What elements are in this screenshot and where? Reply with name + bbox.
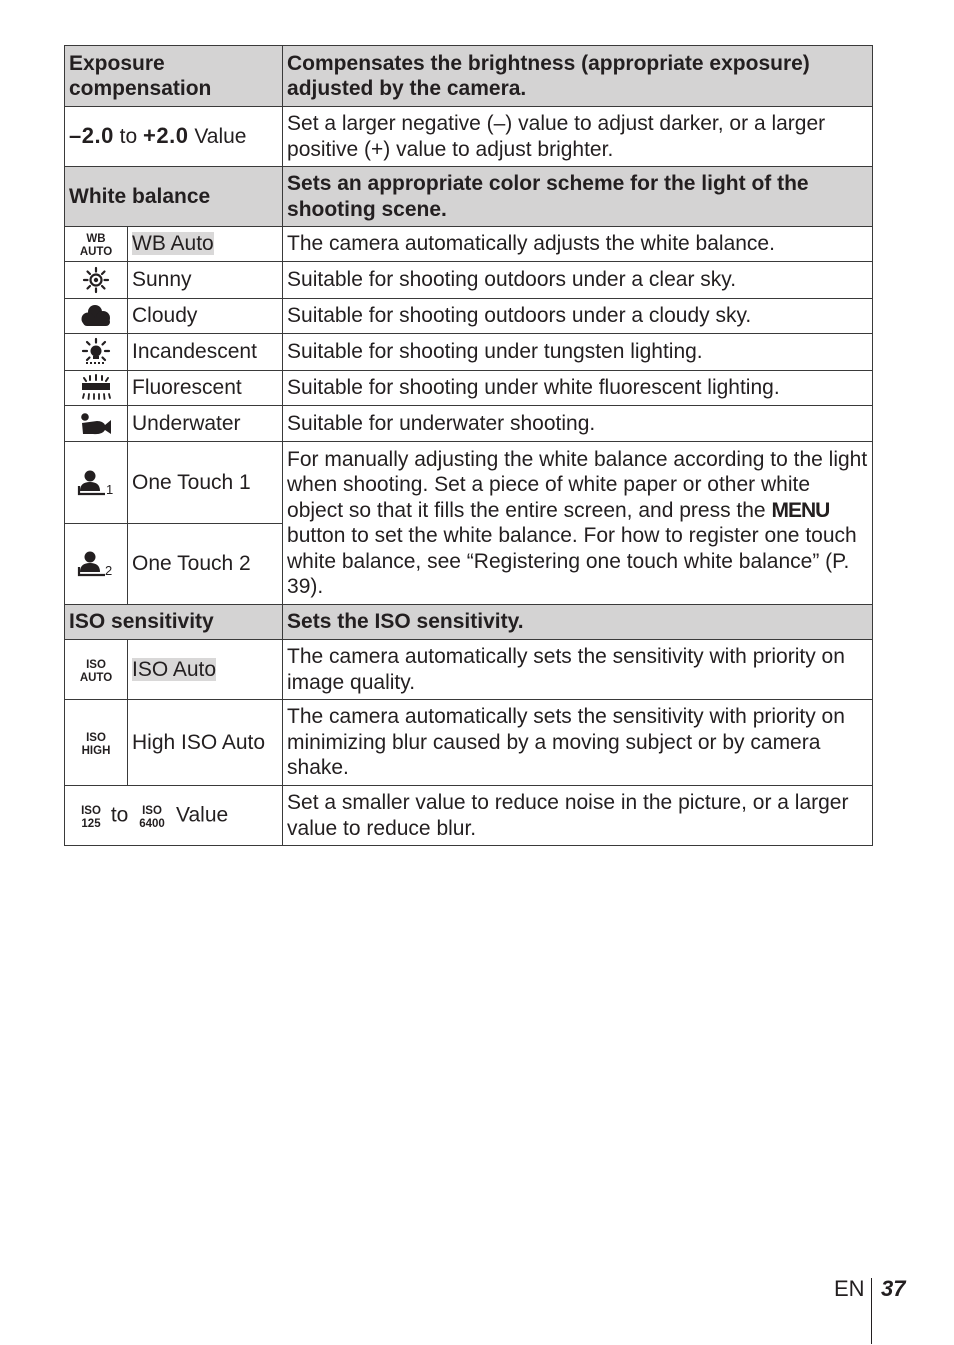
table-row bbox=[65, 227, 873, 262]
iso-auto-icon bbox=[78, 656, 114, 684]
one-touch-2-icon bbox=[77, 550, 115, 578]
menu-button-glyph: MENU bbox=[771, 498, 830, 522]
wb-item-label: WB Auto bbox=[132, 232, 214, 256]
underwater-icon bbox=[79, 410, 113, 438]
settings-table bbox=[64, 45, 873, 846]
iso-6400-icon-top: ISO bbox=[142, 804, 163, 817]
iso-range-value: Value bbox=[176, 803, 229, 827]
wb-header-label: White balance bbox=[65, 167, 283, 227]
wb-item-label: Cloudy bbox=[128, 299, 283, 334]
exposure-range-value: Value bbox=[194, 125, 247, 149]
one-touch-2-number: 2 bbox=[105, 563, 113, 578]
exposure-header-desc: Compensates the brightness (appropriate exposure) adjusted by the camera. bbox=[283, 46, 873, 107]
cloudy-icon bbox=[79, 302, 113, 330]
wb-item-label: Fluorescent bbox=[128, 371, 283, 406]
wb-item-label: Underwater bbox=[128, 406, 283, 442]
exposure-min-value: –2.0 bbox=[69, 123, 114, 149]
wb-item-desc: Suitable for underwater shooting. bbox=[283, 406, 873, 442]
one-touch-1-number: 1 bbox=[106, 481, 114, 497]
wb-item-desc: Suitable for shooting under white fluorescent lighting. bbox=[283, 371, 873, 406]
iso-header-label: ISO sensitivity bbox=[65, 605, 283, 640]
section-header-iso bbox=[65, 605, 873, 640]
wb-item-desc: Suitable for shooting under tungsten lighting. bbox=[283, 334, 873, 371]
table-row bbox=[65, 371, 873, 406]
wb-item-label: Incandescent bbox=[128, 334, 283, 371]
incandescent-icon bbox=[80, 337, 112, 367]
exposure-range-to: to bbox=[119, 125, 138, 149]
iso-range-to: to bbox=[110, 803, 129, 827]
iso-range-cell bbox=[65, 786, 283, 846]
iso-auto-icon-top: ISO bbox=[86, 658, 106, 671]
wb-item-label: One Touch 2 bbox=[128, 524, 283, 605]
exposure-range-desc: Set a larger negative (–) value to adjust darker, or a larger positive (+) value to adjust brighter. bbox=[283, 107, 873, 167]
one-touch-desc-part-b: button to set the white balance. For how to register one touch white balance, see “Registering one touch white balance” (P. 39). bbox=[287, 524, 857, 598]
iso-high-icon bbox=[78, 729, 114, 757]
table-row bbox=[65, 406, 873, 442]
iso-125-icon bbox=[77, 802, 105, 830]
table-row bbox=[65, 299, 873, 334]
iso-high-icon-bottom: HIGH bbox=[81, 744, 111, 757]
exposure-max-value: +2.0 bbox=[143, 123, 189, 149]
iso-item-label: ISO Auto bbox=[132, 657, 217, 681]
footer-divider bbox=[871, 1278, 872, 1344]
sunny-icon bbox=[81, 265, 111, 295]
table-row bbox=[65, 786, 873, 846]
table-row bbox=[65, 442, 873, 524]
wb-item-desc: The camera automatically adjusts the white balance. bbox=[283, 227, 873, 262]
iso-125-icon-bottom: 125 bbox=[81, 817, 101, 830]
fluorescent-icon bbox=[79, 374, 113, 402]
wb-item-label: Sunny bbox=[128, 262, 283, 299]
wb-item-label: One Touch 1 bbox=[128, 442, 283, 524]
table-row bbox=[65, 640, 873, 700]
table-row bbox=[65, 334, 873, 371]
section-header-white-balance bbox=[65, 167, 873, 227]
table-row bbox=[65, 262, 873, 299]
iso-6400-icon bbox=[134, 802, 170, 830]
one-touch-1-icon bbox=[77, 469, 115, 497]
exposure-range-cell bbox=[65, 107, 283, 167]
iso-item-desc: The camera automatically sets the sensitivity with priority on minimizing blur caused by a moving subject or by camera shake. bbox=[283, 700, 873, 786]
wb-auto-icon-top: WB bbox=[86, 233, 106, 245]
iso-125-icon-top: ISO bbox=[81, 804, 101, 817]
section-header-exposure bbox=[65, 46, 873, 107]
iso-item-label: High ISO Auto bbox=[128, 700, 283, 786]
iso-range-desc: Set a smaller value to reduce noise in the picture, or a larger value to reduce blur. bbox=[283, 786, 873, 846]
iso-auto-icon-bottom: AUTO bbox=[79, 671, 113, 684]
table-row bbox=[65, 107, 873, 167]
iso-header-desc: Sets the ISO sensitivity. bbox=[283, 605, 873, 640]
page-number: 37 bbox=[881, 1276, 906, 1301]
iso-high-icon-top: ISO bbox=[86, 731, 106, 744]
one-touch-desc-part-a: For manually adjusting the white balance according to the light when shooting. Set a piece of white paper or other white object so that it fills the entire screen, and press the bbox=[287, 447, 868, 522]
exposure-header-label: Exposure compensation bbox=[65, 46, 283, 107]
table-row bbox=[65, 700, 873, 786]
wb-auto-icon bbox=[78, 230, 114, 258]
iso-6400-icon-bottom: 6400 bbox=[139, 817, 165, 830]
iso-item-desc: The camera automatically sets the sensitivity with priority on image quality. bbox=[283, 640, 873, 700]
wb-header-desc: Sets an appropriate color scheme for the light of the shooting scene. bbox=[283, 167, 873, 227]
wb-item-desc: Suitable for shooting outdoors under a cloudy sky. bbox=[283, 299, 873, 334]
one-touch-desc bbox=[283, 442, 873, 605]
wb-auto-icon-bottom: AUTO bbox=[79, 246, 113, 258]
wb-item-desc: Suitable for shooting outdoors under a clear sky. bbox=[283, 262, 873, 299]
footer-language: EN bbox=[834, 1276, 865, 1301]
